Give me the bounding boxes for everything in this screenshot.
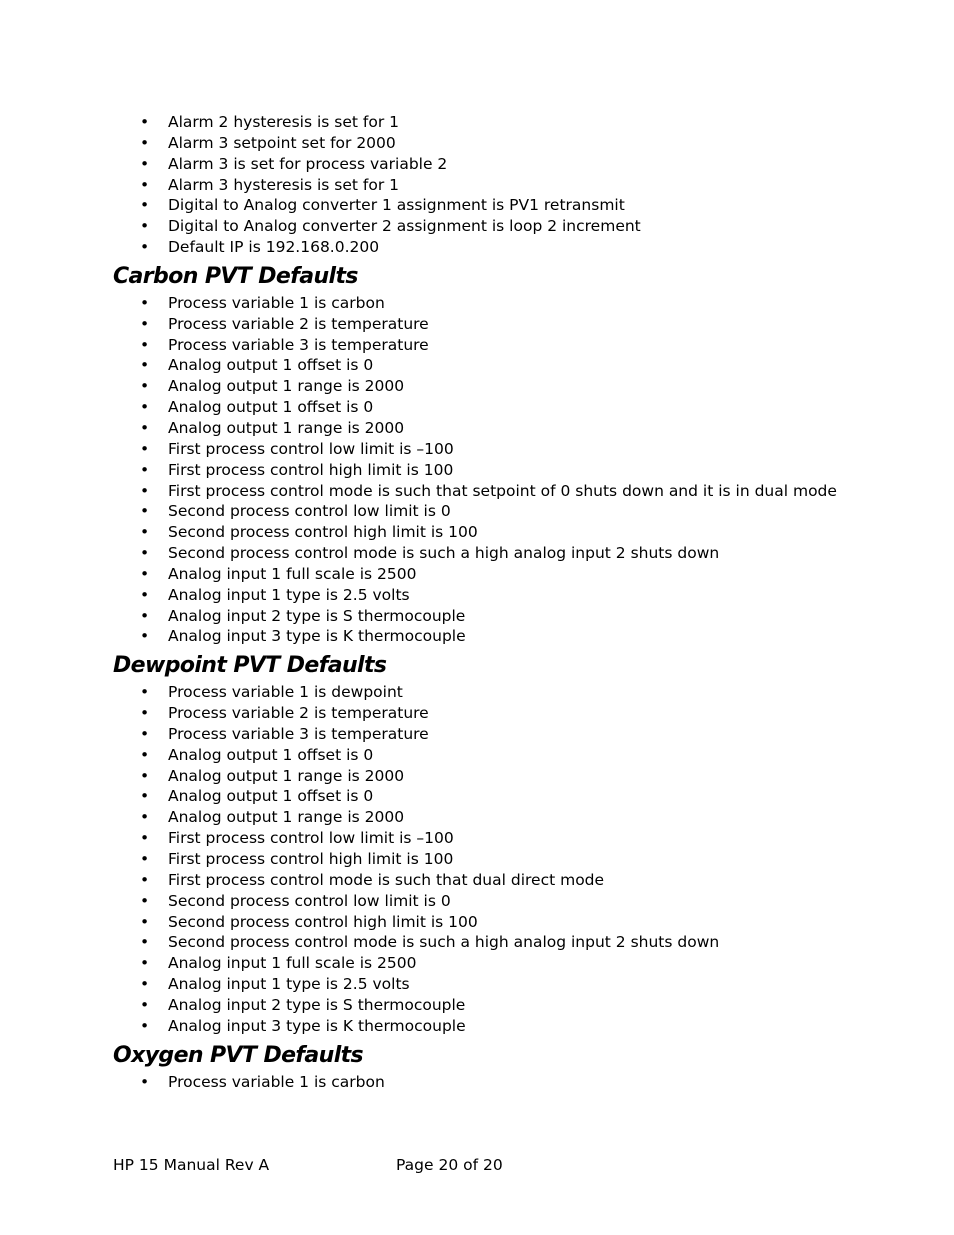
list-item: • First process control mode is such that dual direct mode [113,870,893,891]
list-item: • Analog input 2 type is S thermocouple [113,995,893,1016]
list-item: • Analog output 1 offset is 0 [113,355,893,376]
list-item: • Analog input 1 full scale is 2500 [113,564,893,585]
dewpoint-heading: Dewpoint PVT Defaults [113,653,387,679]
list-item: • Analog input 1 full scale is 2500 [113,953,893,974]
list-item: • Digital to Analog converter 1 assignment is PV1 retransmit [113,195,893,216]
list-item: • Process variable 2 is temperature [113,703,893,724]
list-item: • Digital to Analog converter 2 assignment is loop 2 increment [113,216,893,237]
list-item: • Analog output 1 range is 2000 [113,766,893,787]
oxygen-heading: Oxygen PVT Defaults [113,1042,364,1068]
dewpoint-list [113,682,893,1036]
list-item: • Second process control mode is such a high analog input 2 shuts down [113,543,893,564]
list-item: • Process variable 1 is dewpoint [113,682,893,703]
list-item: • Analog output 1 range is 2000 [113,418,893,439]
list-item: • First process control high limit is 100 [113,460,893,481]
carbon-list [113,293,893,647]
list-item: • Process variable 3 is temperature [113,335,893,356]
list-item: • Second process control high limit is 100 [113,522,893,543]
list-item: • Second process control low limit is 0 [113,501,893,522]
list-item: • Analog input 3 type is K thermocouple [113,1016,893,1037]
list-item: • Analog output 1 offset is 0 [113,745,893,766]
document-body [113,112,893,1092]
intro-list [113,112,893,258]
list-item: • Analog output 1 range is 2000 [113,807,893,828]
list-item: • Analog output 1 offset is 0 [113,397,893,418]
list-item: • Second process control high limit is 100 [113,912,893,933]
footer-manual-title: HP 15 Manual Rev A [113,1156,270,1174]
carbon-heading: Carbon PVT Defaults [113,263,358,289]
list-item: • First process control mode is such that setpoint of 0 shuts down and it is in dual mode [113,481,893,502]
list-item: • First process control high limit is 100 [113,849,893,870]
list-item: • Second process control low limit is 0 [113,891,893,912]
list-item: • First process control low limit is –100 [113,828,893,849]
list-item: • Default IP is 192.168.0.200 [113,237,893,258]
list-item: • Second process control mode is such a high analog input 2 shuts down [113,932,893,953]
list-item: • Alarm 2 hysteresis is set for 1 [113,112,893,133]
list-item: • Analog input 2 type is S thermocouple [113,606,893,627]
list-item: • Process variable 1 is carbon [113,1072,893,1093]
list-item: • Analog input 1 type is 2.5 volts [113,974,893,995]
oxygen-list [113,1072,893,1093]
list-item: • Alarm 3 hysteresis is set for 1 [113,175,893,196]
list-item: • Process variable 2 is temperature [113,314,893,335]
list-item: • Analog output 1 range is 2000 [113,376,893,397]
list-item: • Alarm 3 setpoint set for 2000 [113,133,893,154]
list-item: • Analog input 1 type is 2.5 volts [113,585,893,606]
footer-page-number: Page 20 of 20 [396,1156,503,1174]
list-item: • Process variable 3 is temperature [113,724,893,745]
list-item: • First process control low limit is –100 [113,439,893,460]
list-item: • Alarm 3 is set for process variable 2 [113,154,893,175]
list-item: • Process variable 1 is carbon [113,293,893,314]
list-item: • Analog output 1 offset is 0 [113,786,893,807]
list-item: • Analog input 3 type is K thermocouple [113,626,893,647]
